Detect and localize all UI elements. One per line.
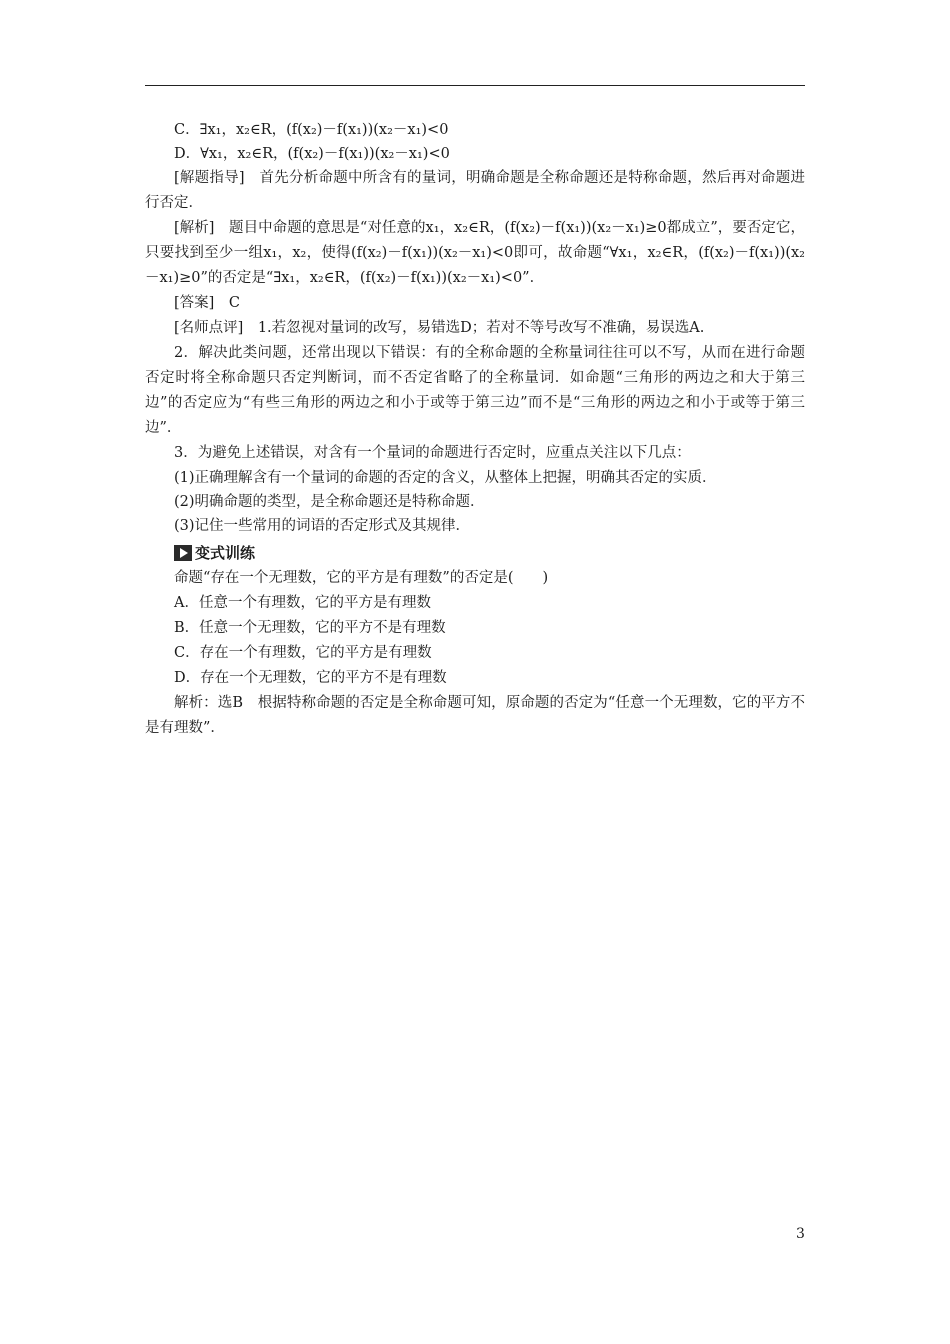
teacher-comment-2: 2．解决此类问题，还常出现以下错误：有的全称命题的全称量词往往可以不写，从而在进行命题否定时将全称命题只否定判断词，而不否定省略了的全称量词．如命题“三角形的两边之和大于第三边”的否定应为“有些三角形的两边之和小于或等于第三边”而不是“三角形的两边之和小于或等于第三边”． [145,345,805,436]
play-triangle-icon [174,545,192,561]
key-point-3: (3)记住一些常用的词语的否定形式及其规律． [174,518,471,534]
teacher-comment-3: 3．为避免上述错误，对含有一个量词的命题进行否定时，应重点关注以下几点： [174,445,691,461]
key-point-2: (2)明确命题的类型，是全称命题还是特称命题． [174,494,485,510]
option-c: C．∃x₁，x₂∈R，(f(x₂)－f(x₁))(x₂－x₁)<0 [174,122,449,138]
exercise-option-c: C．存在一个有理数，它的平方是有理数 [174,645,432,661]
page-content [145,118,805,741]
exercise-solution: 解析：选B 根据特称命题的否定是全称命题可知，原命题的否定为“任意一个无理数，它的平方不是有理数”． [145,695,805,736]
solving-guide: [解题指导] 首先分析命题中所含有的量词，明确命题是全称命题还是特称命题，然后再对命题进行否定． [145,170,805,211]
teacher-comment-1: [名师点评] 1.若忽视对量词的改写，易错选D；若对不等号改写不准确，易误选A. [174,320,705,336]
analysis: [解析] 题目中命题的意思是“对任意的x₁，x₂∈R，(f(x₂)－f(x₁))(x₂－x₁)≥0都成立”，要否定它，只要找到至少一组x₁，x₂，使得(f(x₂)－f(x₁))(x₂－x₁)<0即可，故命题“∀x₁，x₂∈R，(f(x₂)－f(x₁))(x₂－x₁)≥0”的否定是“∃x₁，x₂∈R，(f(x₂)－f(x₁))(x₂－x₁)<0”． [145,220,805,286]
exercise-option-b: B．任意一个无理数，它的平方不是有理数 [174,620,446,636]
section-title: 变式训练 [195,543,256,562]
header-rule [145,85,805,86]
exercise-question: 命题“存在一个无理数，它的平方是有理数”的否定是( ) [174,570,549,586]
exercise-option-d: D．存在一个无理数，它的平方不是有理数 [174,670,447,686]
exercise-option-a: A．任意一个有理数，它的平方是有理数 [174,595,431,611]
option-d: D．∀x₁，x₂∈R，(f(x₂)－f(x₁))(x₂－x₁)<0 [174,146,450,162]
page-number: 3 [796,1226,805,1242]
answer: [答案] C [174,295,240,311]
section-heading [174,540,805,566]
key-point-1: (1)正确理解含有一个量词的命题的否定的含义，从整体上把握，明确其否定的实质． [174,470,717,486]
